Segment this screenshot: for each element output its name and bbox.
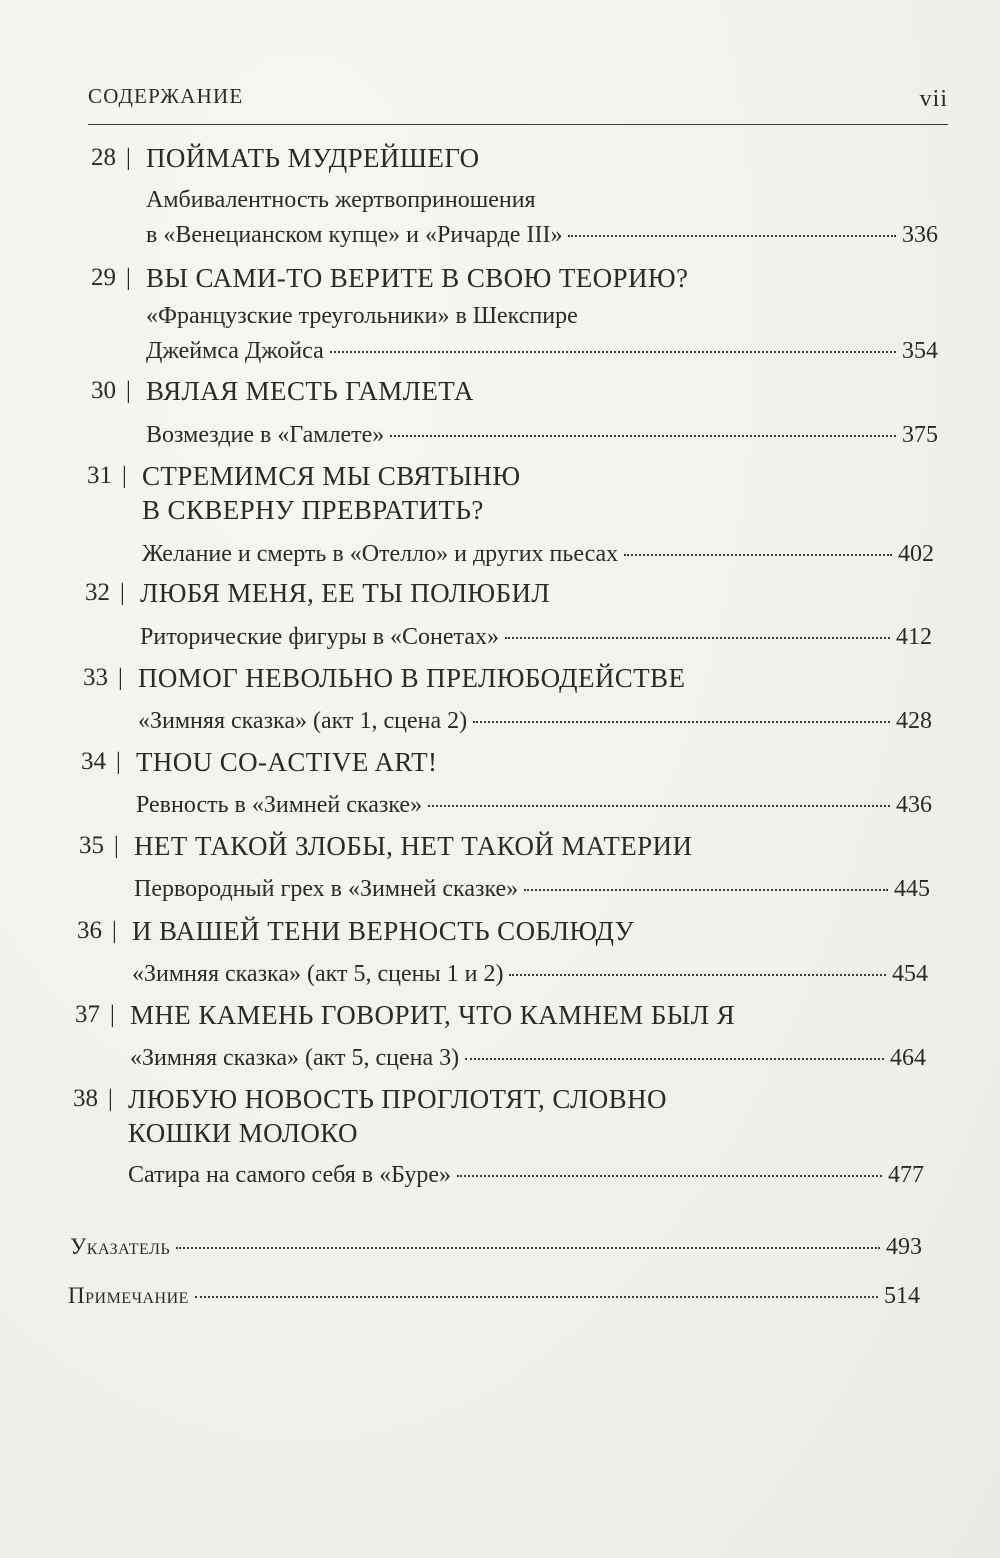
leader-dots [330,351,896,353]
index-page: 493 [886,1234,922,1260]
chapter-subtitle: Амбивалентность жертвоприношения [146,187,536,213]
toc-leader-line [146,222,938,250]
chapter-number: 37 [75,1001,100,1028]
toc-leader-line [142,541,934,569]
leader-dots [509,974,886,976]
chapter-page: 402 [898,541,934,567]
chapter-title: ЛЮБЯ МЕНЯ, ЕЕ ТЫ ПОЛЮБИЛ [140,578,551,608]
chapter-subtitle-last: в «Венецианском купце» и «Ричарде III» [146,222,563,248]
chapter-number: 36 [77,917,102,944]
chapter-subtitle-last: Желание и смерть в «Отелло» и других пьесах [142,541,619,567]
chapter-title: НЕТ ТАКОЙ ЗЛОБЫ, НЕТ ТАКОЙ МАТЕРИИ [134,831,693,861]
chapter-page: 454 [892,961,928,987]
chapter-title: СТРЕМИМСЯ МЫ СВЯТЫНЮ [142,461,521,491]
chapter-page: 412 [896,624,932,650]
chapter-page: 375 [902,422,938,448]
chapter-separator: | [116,749,121,775]
chapter-page: 477 [888,1162,924,1188]
chapter-separator: | [108,1086,113,1112]
toc-leader-line [146,422,938,450]
leader-dots [465,1058,884,1060]
chapter-number: 33 [83,664,108,691]
toc-backmatter-index [70,1234,922,1262]
toc-leader-line [138,708,932,736]
chapter-subtitle-last: Риторические фигуры в «Сонетах» [140,624,499,650]
chapter-page: 445 [894,876,930,902]
toc-leader-line [134,876,930,904]
chapter-page: 428 [896,708,932,734]
leader-dots [624,554,892,556]
leader-dots [524,889,888,891]
toc-leader-line [140,624,932,652]
chapter-separator: | [118,665,123,691]
chapter-separator: | [114,833,119,859]
chapter-number: 30 [91,377,116,404]
note-label: Примечание [68,1283,189,1308]
chapter-separator: | [120,580,125,606]
chapter-number: 38 [73,1085,98,1112]
chapter-title: ПОЙМАТЬ МУДРЕЙШЕГО [146,143,480,173]
chapter-subtitle-last: «Зимняя сказка» (акт 1, сцена 2) [138,708,468,734]
chapter-title: И ВАШЕЙ ТЕНИ ВЕРНОСТЬ СОБЛЮДУ [132,916,635,946]
chapter-number: 34 [81,748,106,775]
chapter-separator: | [110,1002,115,1028]
running-head [88,80,948,125]
chapter-title: ЛЮБУЮ НОВОСТЬ ПРОГЛОТЯТ, СЛОВНО [128,1084,667,1114]
chapter-title: ПОМОГ НЕВОЛЬНО В ПРЕЛЮБОДЕЙСТВЕ [138,663,686,693]
chapter-number: 35 [79,832,104,859]
chapter-separator: | [112,918,117,944]
chapter-separator: | [126,265,131,291]
chapter-subtitle-last: Возмездие в «Гамлете» [146,422,385,448]
toc-leader-line [136,792,932,820]
chapter-number: 28 [91,144,116,171]
chapter-subtitle: «Французские треугольники» в Шекспире [146,303,578,329]
chapter-page: 354 [902,338,938,364]
chapter-subtitle-last: Сатира на самого себя в «Буре» [128,1162,451,1188]
leader-dots [457,1175,882,1177]
chapter-number: 29 [91,264,116,291]
leader-dots [176,1247,880,1249]
chapter-page: 436 [896,792,932,818]
toc-leader-line [146,338,938,366]
leader-dots [505,637,890,639]
page-number: vii [919,86,948,112]
chapter-title: ВЯЛАЯ МЕСТЬ ГАМЛЕТА [146,376,474,406]
chapter-subtitle-last: Первородный грех в «Зимней сказке» [134,876,519,902]
leader-dots [390,435,896,437]
index-label: Указатель [70,1234,171,1259]
chapter-title: МНЕ КАМЕНЬ ГОВОРИТ, ЧТО КАМНЕМ БЫЛ Я [130,1000,735,1030]
chapter-subtitle-last: Джеймса Джойса [146,338,324,364]
chapter-title: THOU CO-ACTIVE ART! [136,747,438,777]
chapter-separator: | [126,378,131,404]
chapter-number: 32 [85,579,110,606]
leader-dots [428,805,890,807]
chapter-separator: | [126,145,131,171]
chapter-subtitle-last: Ревность в «Зимней сказке» [136,792,423,818]
page-title: СОДЕРЖАНИЕ [88,84,244,108]
toc-leader-line [132,961,928,989]
note-page: 514 [884,1283,920,1309]
chapter-title-line2: В СКВЕРНУ ПРЕВРАТИТЬ? [142,495,484,525]
chapter-page: 336 [902,222,938,248]
chapter-page: 464 [890,1045,926,1071]
toc-backmatter-note [68,1283,920,1311]
leader-dots [568,235,896,237]
chapter-subtitle-last: «Зимняя сказка» (акт 5, сцена 3) [130,1045,460,1071]
chapter-separator: | [122,463,127,489]
chapter-subtitle-last: «Зимняя сказка» (акт 5, сцены 1 и 2) [132,961,504,987]
chapter-title: ВЫ САМИ-ТО ВЕРИТЕ В СВОЮ ТЕОРИЮ? [146,263,689,293]
toc-leader-line [130,1045,926,1073]
chapter-number: 31 [87,462,112,489]
leader-dots [195,1296,878,1298]
leader-dots [473,721,890,723]
toc-leader-line [128,1162,924,1190]
chapter-title-line2: КОШКИ МОЛОКО [128,1118,358,1148]
